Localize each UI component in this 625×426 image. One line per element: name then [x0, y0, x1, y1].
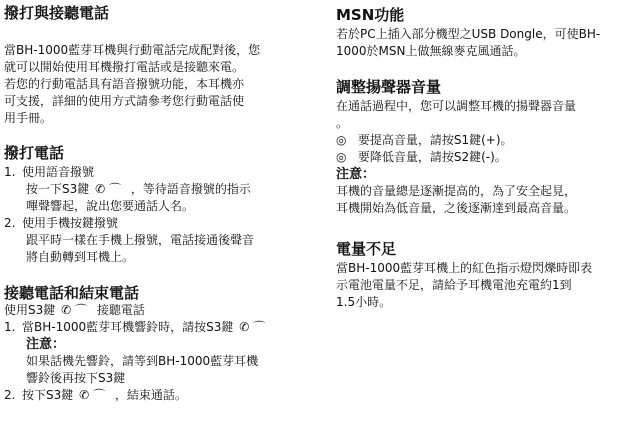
s3-text-a: 使用S3鍵 — [4, 303, 56, 317]
bullet-icon: ◎ — [336, 150, 347, 164]
volume-line: 在通話過程中，您可以調整耳機的揚聲器音量 — [336, 99, 577, 113]
keypad-dial-line: 跟平時一樣在手機上撥號，電話接通後聲音 — [26, 233, 255, 247]
keypad-dial-line: 將自動轉到耳機上。 — [26, 250, 135, 264]
note-line: 響鈴後再按下S3鍵 — [26, 371, 126, 385]
end-step-text-b: ，結束通話。 — [114, 388, 187, 402]
s3-text-b: 接聽電話 — [96, 303, 145, 317]
list-item-title: 使用手機按鍵撥號 — [22, 216, 119, 230]
intro-line: 就可以開始使用耳機撥打電話或是接聽來電。 — [4, 60, 245, 74]
bullet-item — [336, 149, 622, 166]
voice-dial-line-2: 嗶聲響起，說出您要通話人名。 — [26, 199, 195, 213]
bullet-item — [336, 132, 622, 149]
voice-dial-line — [4, 181, 304, 198]
list-number: 1. — [4, 165, 16, 179]
heading-answer-end-call: 接聽電話和結束電話 — [4, 284, 140, 302]
battery-line: 示電池電量不足，請給予耳機電池充電約1到 — [336, 278, 572, 292]
phone-call-icon: ✆⌒ — [95, 182, 126, 196]
msn-line: 若於PC上插入部分機型之USB Dongle，可使BH- — [336, 27, 601, 41]
note-line: 如果話機先響鈴，請等到BH-1000藍芽耳機 — [26, 354, 259, 368]
right-column — [336, 0, 622, 311]
heading-msn: MSN功能 — [336, 6, 405, 24]
intro-paragraph — [4, 42, 304, 127]
bullet-text: 要提高音量，請按S1鍵(+)。 — [357, 133, 513, 147]
battery-line: 1.5小時。 — [336, 295, 392, 309]
heading-make-answer-calls: 撥打與接聽電話 — [4, 4, 110, 22]
intro-line: 用手冊。 — [4, 111, 53, 125]
list-item-title: 使用語音撥號 — [22, 165, 95, 179]
phone-call-icon: ✆⌒ — [79, 388, 110, 402]
list-number: 2. — [4, 216, 16, 230]
note-label: 注意： — [26, 337, 66, 352]
bullet-icon: ◎ — [336, 133, 347, 147]
battery-line: 當BH-1000藍芽耳機上的紅色指示燈閃爍時即表 — [336, 261, 593, 275]
intro-line: 當BH-1000藍芽耳機與行動電話完成配對後，您 — [4, 43, 261, 57]
list-item — [4, 164, 304, 181]
list-number: 1. — [4, 320, 16, 334]
note-line: 耳機的音量總是逐漸提高的，為了安全起見， — [336, 184, 577, 198]
msn-line: 1000於MSN上做無線麥克風通話。 — [336, 44, 526, 58]
list-item — [4, 387, 304, 404]
note-line: 耳機開始為低音量，之後逐漸達到最高音量。 — [336, 201, 577, 215]
heading-make-call: 撥打電話 — [4, 144, 65, 162]
list-item — [4, 215, 304, 232]
voice-dial-text-a: 按一下S3鍵 — [26, 182, 90, 196]
note-label: 注意： — [336, 167, 376, 182]
left-column — [4, 0, 304, 404]
volume-line: 。 — [336, 116, 349, 130]
phone-call-icon: ✆⌒ — [61, 303, 92, 317]
heading-volume: 調整揚聲器音量 — [336, 78, 442, 96]
list-item — [4, 319, 304, 336]
heading-low-battery: 電量不足 — [336, 240, 397, 258]
intro-line: 可支援，詳細的使用方式請參考您行動電話使 — [4, 94, 245, 108]
bullet-text: 要降低音量，請按S2鍵(-)。 — [357, 150, 507, 164]
intro-line: 若您的行動電話具有語音撥號功能，本耳機亦 — [4, 77, 245, 91]
voice-dial-text-b: ，等待語音撥號的指示 — [130, 182, 251, 196]
answer-step-text: 當BH-1000藍芽耳機響鈴時，請按S3鍵 — [22, 320, 234, 334]
phone-call-icon: ✆⌒ — [239, 320, 270, 334]
list-number: 2. — [4, 388, 16, 402]
end-step-text-a: 按下S3鍵 — [22, 388, 74, 402]
s3-answer-line — [4, 302, 304, 319]
